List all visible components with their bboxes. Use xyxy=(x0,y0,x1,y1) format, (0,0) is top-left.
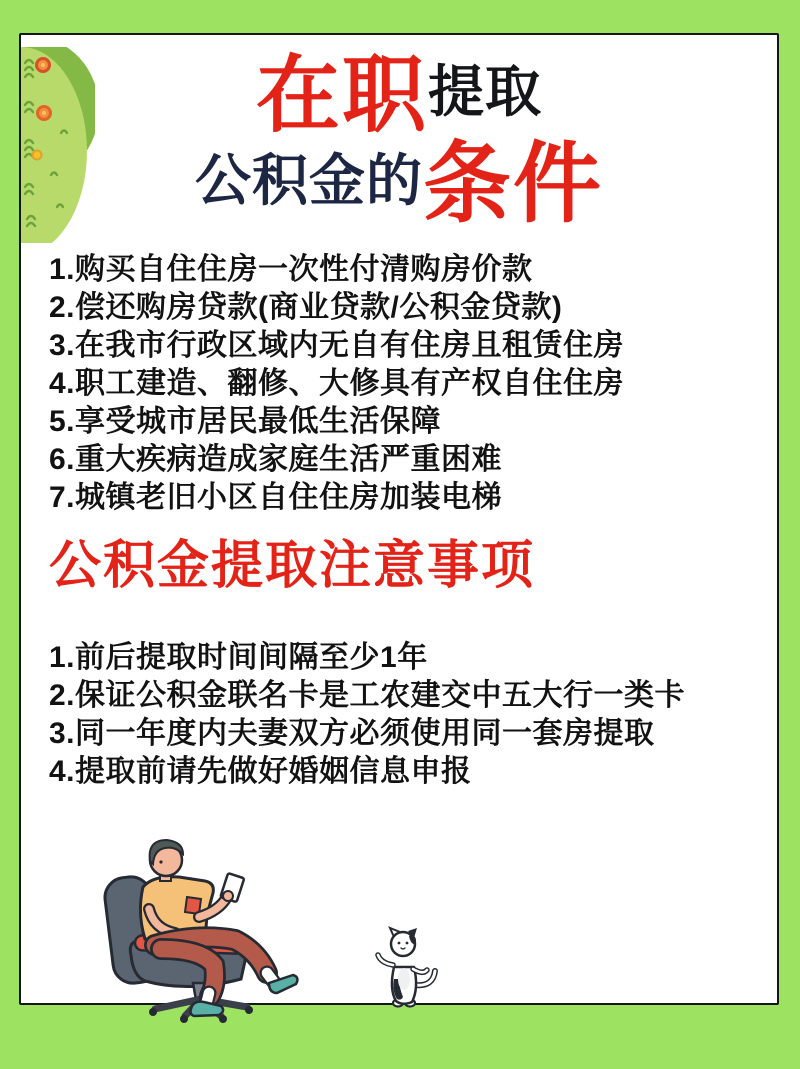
note-item-1: 1.前后提取时间间隔至少1年 xyxy=(49,641,428,674)
title-gongjijin-de: 公积金的 xyxy=(194,149,423,212)
condition-item-3: 3.在我市行政区域内无自有住房且租赁住房 xyxy=(49,329,625,362)
condition-item-1: 1.购买自住住房一次性付清购房价款 xyxy=(49,253,533,286)
title-accent-zaizhi: 在职 xyxy=(255,47,428,142)
condition-item-6: 6.重大疾病造成家庭生活严重困难 xyxy=(49,443,503,476)
conditions-list xyxy=(21,251,769,517)
condition-item-4: 4.职工建造、翻修、大修具有产权自住住房 xyxy=(49,367,625,400)
condition-item-5: 5.享受城市居民最低生活保障 xyxy=(49,405,442,438)
notes-section-heading: 公积金提取注意事项 xyxy=(49,537,536,595)
notes-list xyxy=(21,639,769,791)
note-item-3: 3.同一年度内夫妻双方必须使用同一套房提取 xyxy=(49,717,655,750)
page-title xyxy=(21,47,777,233)
title-tiqu: 提取 xyxy=(428,60,542,123)
title-line-1 xyxy=(21,47,777,142)
cat-illustration xyxy=(371,927,441,1009)
note-item-2: 2.保证公积金联名卡是工农建交中五大行一类卡 xyxy=(49,679,686,712)
condition-item-7: 7.城镇老旧小区自住住房加装电梯 xyxy=(49,481,503,514)
note-item-4: 4.提取前请先做好婚姻信息申报 xyxy=(49,755,472,788)
title-line-2 xyxy=(21,131,777,233)
condition-item-2: 2.偿还购房贷款(商业贷款/公积金贷款) xyxy=(49,291,563,324)
content-card xyxy=(19,33,779,1005)
title-accent-tiaojian: 条件 xyxy=(422,134,603,233)
man-reading-illustration xyxy=(97,833,335,1023)
